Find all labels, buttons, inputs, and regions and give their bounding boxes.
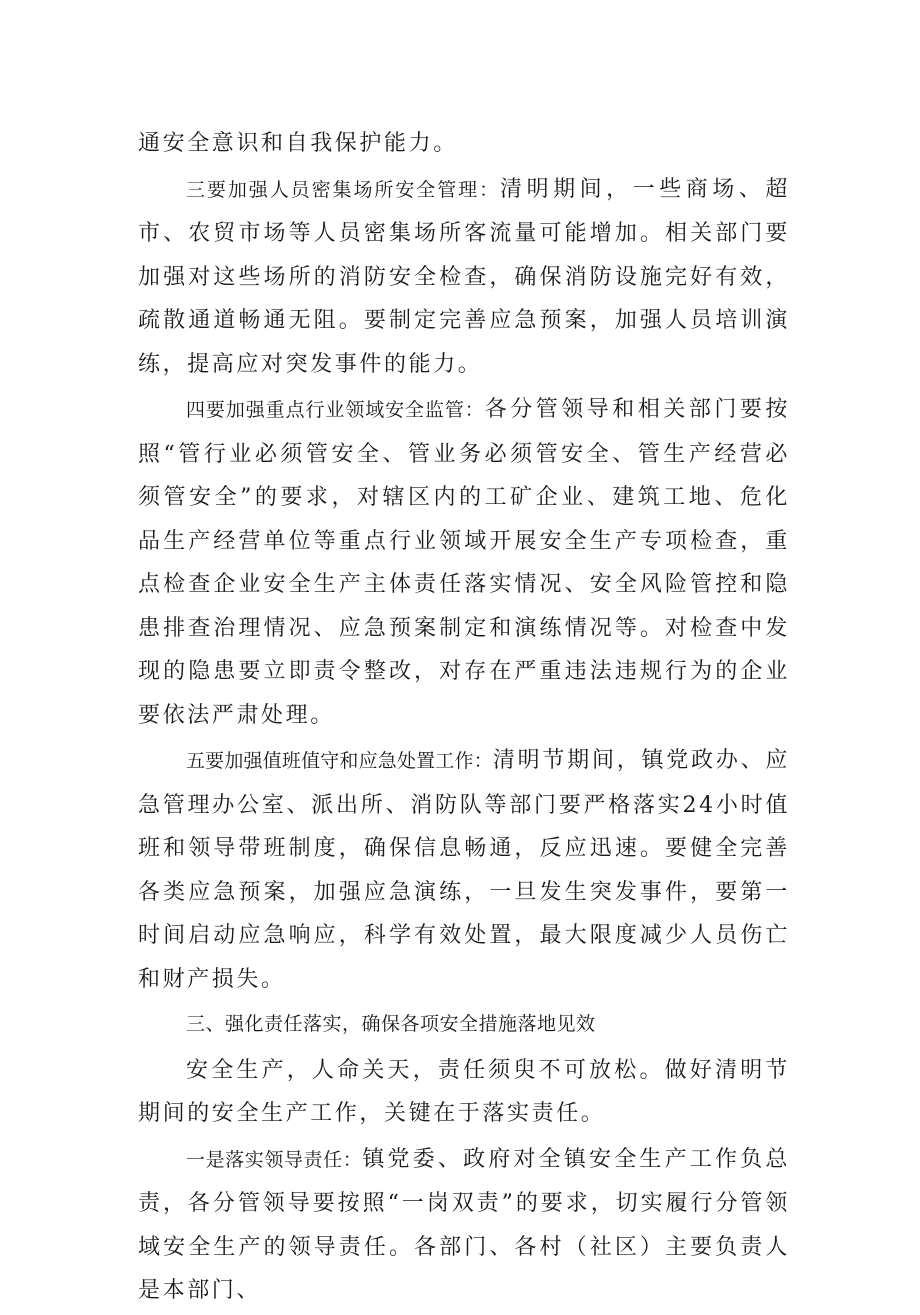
paragraph-crowded-places [138, 168, 790, 387]
paragraph-text: 通安全意识和自我保护能力。 [138, 131, 458, 156]
section-heading: 三、强化责任落实，确保各项安全措施落地见效 [186, 1013, 596, 1035]
paragraph-text: 镇党委、政府对全镇安全生产工作负总责，各分管领导要按照“一岗双责”的要求，切实履行分管领域安全生产的领导责任。各部门、各村（社区）主要负责人是本部门、 [138, 1146, 790, 1303]
paragraph-text: 清明节期间，镇党政办、应急管理办公室、派出所、消防队等部门要严格落实24小时值班和领导带班制度，确保信息畅通，反应迅速。要健全完善各类应急预案，加强应急演练，一旦发生突发事件，要第一时间启动应急响应，科学有效处置，最大限度减少人员伤亡和财产损失。 [138, 748, 790, 992]
paragraph-continuation [138, 122, 790, 166]
paragraph-text: 清明期间，一些商场、超市、农贸市场等人员密集场所客流量可能增加。相关部门要加强对这些场所的消防安全检查，确保消防设施完好有效，疏散通道畅通无阻。要制定完善应急预案，加强人员培训演练，提高应对突发事件的能力。 [138, 176, 790, 377]
paragraph-lead: 一是落实领导责任： [186, 1148, 363, 1171]
paragraph-key-industries [138, 388, 790, 737]
paragraph-lead: 五要加强值班值守和应急处置工作： [186, 750, 493, 772]
document-body [138, 122, 790, 1315]
paragraph-lead: 三要加强人员密集场所安全管理： [186, 178, 501, 201]
paragraph-leadership-responsibility [138, 1138, 790, 1313]
paragraph-responsibility-intro [138, 1049, 790, 1136]
paragraph-lead: 四要加强重点行业领域安全监管： [186, 399, 485, 421]
paragraph-text: 各分管领导和相关部门要按照“管行业必须管安全、管业务必须管安全、管生产经营必须管安全”的要求，对辖区内的工矿企业、建筑工地、危化品生产经营单位等重点行业领域开展安全生产专项检查，重点检查企业安全生产主体责任落实情况、安全风险管控和隐患排查治理情况、应急预案制定和演练情况等。对检查中发现的隐患要立即责令整改，对存在严重违法违规行为的企业要依法严肃处理。 [138, 397, 790, 728]
paragraph-duty-emergency [138, 739, 790, 1001]
paragraph-text: 安全生产，人命关天，责任须臾不可放松。做好清明节期间的安全生产工作，关键在于落实责任。 [138, 1057, 790, 1126]
